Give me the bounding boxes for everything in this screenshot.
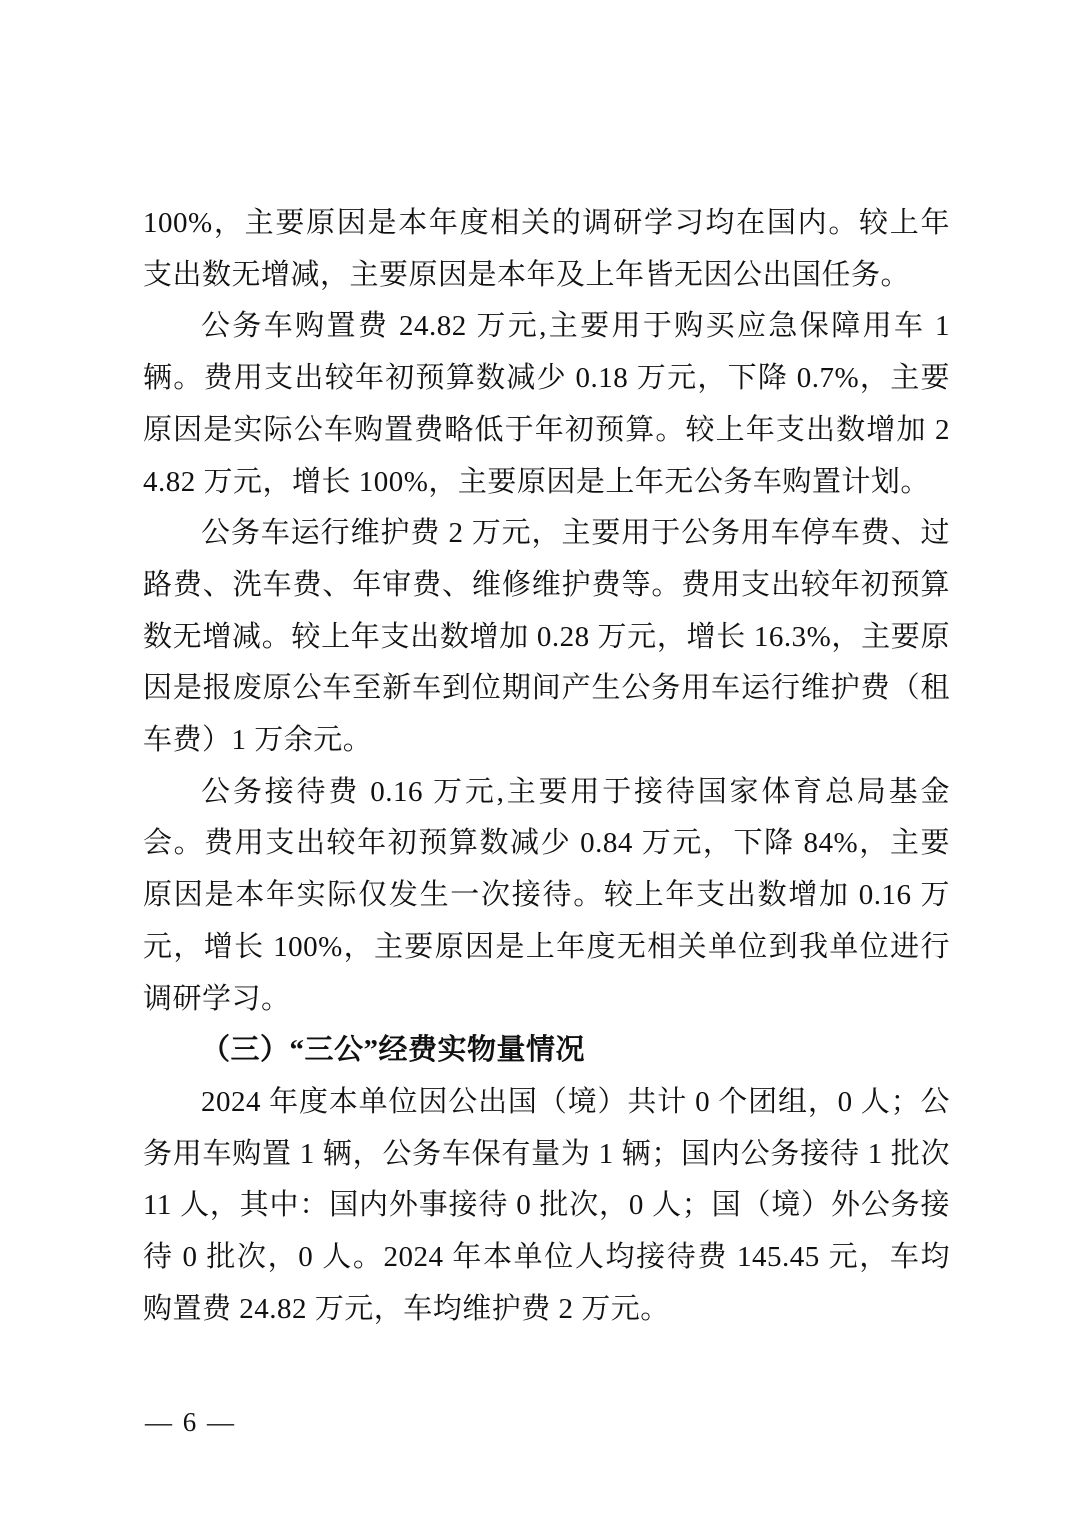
paragraph-official-reception: 公务接待费 0.16 万元,主要用于接待国家体育总局基金会。费用支出较年初预算数减少 0.84 万元，下降 84%，主要原因是本年实际仅发生一次接待。较上年支出数增加 0.16 万元，增长 100%，主要原因是上年度无相关单位到我单位进行调研学习。 <box>143 775 950 1015</box>
section-heading-physical-quantity: （三）“三公”经费实物量情况 <box>201 1034 586 1067</box>
footer-page-number: — 6 — <box>145 1407 236 1437</box>
paragraph-vehicle-maintenance: 公务车运行维护费 2 万元，主要用于公务用车停车费、过路费、洗车费、年审费、维修维护费等。费用支出较年初预算数无增减。较上年支出数增加 0.28 万元，增长 16.3%，主要原因是报废原公车至新车到位期间产生公务用车运行维护费（租车费）1 万余元。 <box>143 517 950 757</box>
document-body <box>143 198 950 1335</box>
paragraph-vehicle-purchase: 公务车购置费 24.82 万元,主要用于购买应急保障用车 1 辆。费用支出较年初预算数减少 0.18 万元，下降 0.7%，主要原因是实际公车购置费略低于年初预算。较上年支出数增加 24.82 万元，增长 100%，主要原因是上年无公务车购置计划。 <box>143 310 950 498</box>
paragraph-physical-quantity-stats: 2024 年度本单位因公出国（境）共计 0 个团组，0 人；公务用车购置 1 辆，公务车保有量为 1 辆；国内公务接待 1 批次 11 人，其中：国内外事接待 0 批次，0 人；国（境）外公务接待 0 批次，0 人。2024 年本单位人均接待费 145.45 元，车均购置费 24.82 万元，车均维护费 2 万元。 <box>143 1085 950 1325</box>
paragraph-overseas-travel-continuation: 100%，主要原因是本年度相关的调研学习均在国内。较上年支出数无增减，主要原因是本年及上年皆无因公出国任务。 <box>143 207 950 291</box>
